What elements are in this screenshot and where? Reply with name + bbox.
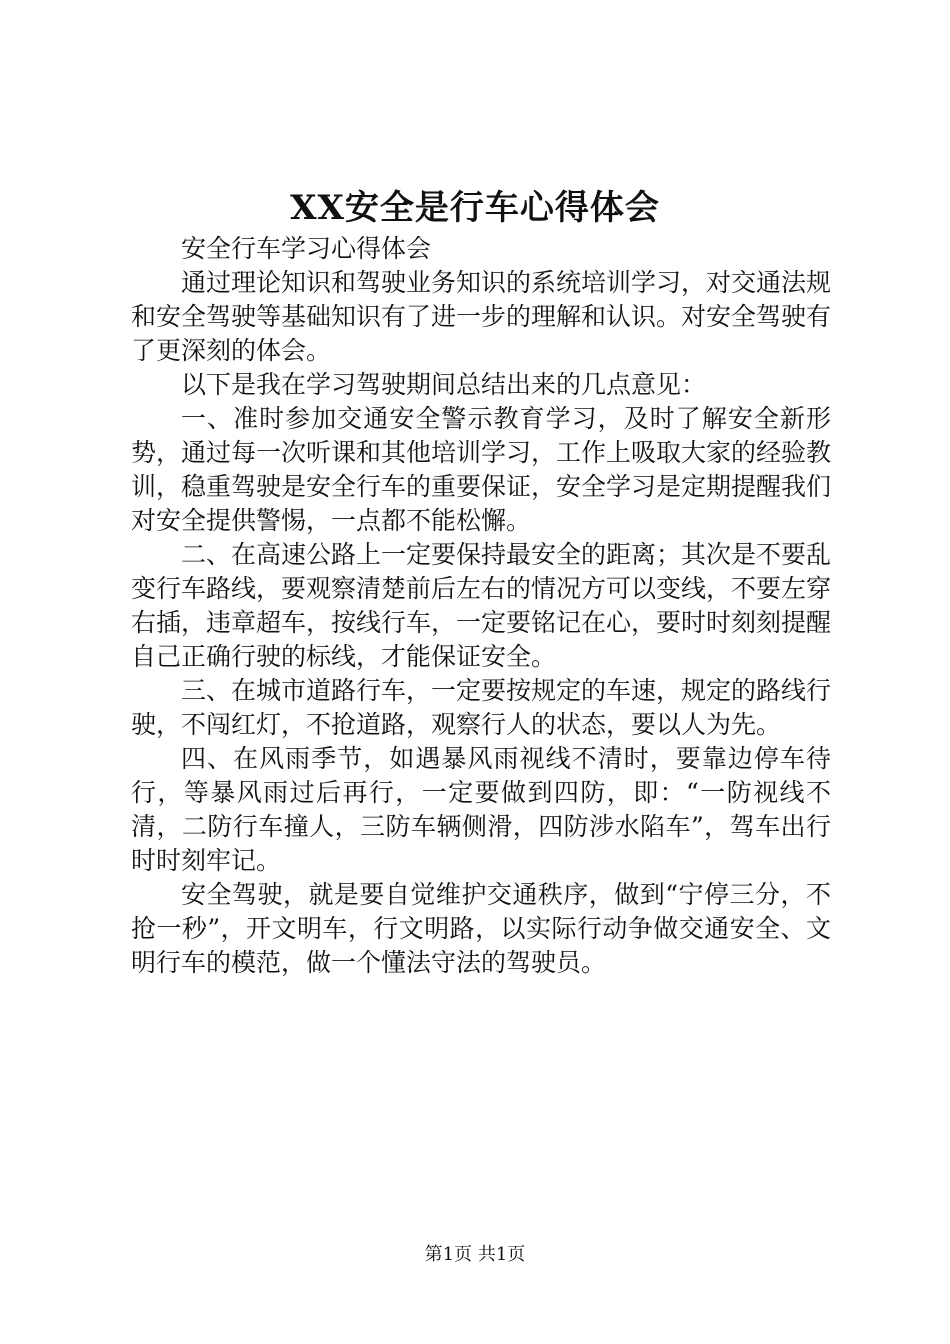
paragraph-lead: 以下是我在学习驾驶期间总结出来的几点意见： <box>181 370 707 399</box>
paragraph-point-2: 二、在高速公路上一定要保持最安全的距离；其次是不要乱变行车路线，要观察清楚前后左右的情况方可以变线，不要左穿右插，违章超车，按线行车，一定要铭记在心，要时时刻刻提醒自己正确行驶的标线，才能保证安全。 <box>131 540 832 671</box>
paragraph-point-4: 四、在风雨季节，如遇暴风雨视线不清时，要靠边停车待行，等暴风雨过后再行，一定要做到四防，即：“一防视线不清，二防行车撞人，三防车辆侧滑，四防涉水陷车”，驾车出行时时刻牢记。 <box>131 744 831 875</box>
paragraph-point-1: 一、准时参加交通安全警示教育学习，及时了解安全新形势，通过每一次听课和其他培训学习，工作上吸取大家的经验教训，稳重驾驶是安全行车的重要保证，安全学习是定期提醒我们对安全提供警惕，一点都不能松懈。 <box>131 404 832 535</box>
paragraph-subtitle: 安全行车学习心得体会 <box>181 234 432 263</box>
document-body <box>131 232 831 980</box>
page-footer: 第1页 共1页 <box>424 1244 526 1265</box>
paragraph-conclusion: 安全驾驶，就是要自觉维护交通秩序，做到“宁停三分，不抢一秒”，开文明车，行文明路，以实际行动争做交通安全、文明行车的模范，做一个懂法守法的驾驶员。 <box>131 880 831 977</box>
document-title: XX安全是行车心得体会 <box>290 188 660 228</box>
paragraph-point-3: 三、在城市道路行车，一定要按规定的车速，规定的路线行驶，不闯红灯，不抢道路，观察行人的状态，要以人为先。 <box>131 676 832 739</box>
paragraph-intro: 通过理论知识和驾驶业务知识的系统培训学习，对交通法规和安全驾驶等基础知识有了进一步的理解和认识。对安全驾驶有了更深刻的体会。 <box>131 268 832 365</box>
